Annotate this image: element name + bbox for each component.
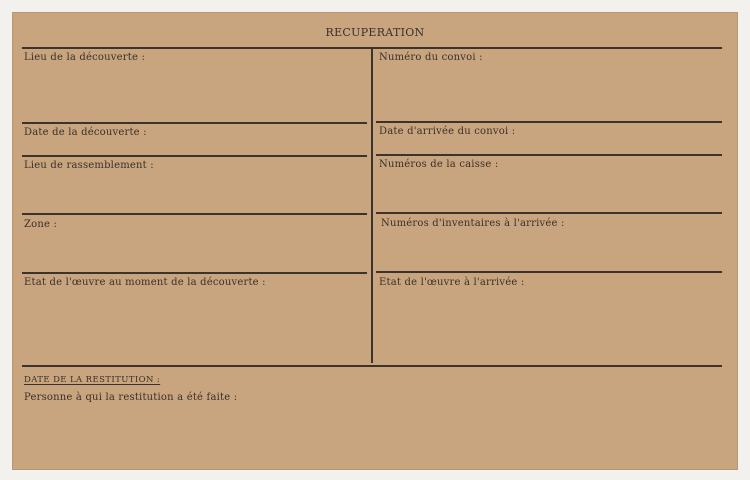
form-title: RECUPERATION [325, 26, 425, 39]
field-etat-arrivee: Etat de l'œuvre à l'arrivée : [379, 277, 525, 288]
field-lieu-rassemblement: Lieu de rassemblement : [24, 160, 154, 171]
right-rule-3 [376, 212, 722, 214]
field-numeros-caisse: Numéros de la caisse : [379, 159, 499, 170]
right-rule-1 [376, 121, 722, 123]
field-lieu-decouverte: Lieu de la découverte : [24, 52, 146, 63]
field-numeros-inventaires: Numéros d'inventaires à l'arrivée : [381, 218, 565, 229]
index-card [12, 12, 738, 470]
left-rule-2 [22, 155, 367, 157]
left-rule-3 [22, 213, 367, 215]
center-divider [371, 49, 373, 363]
bottom-rule [22, 365, 722, 367]
restitution-date-heading: DATE DE LA RESTITUTION : [24, 375, 161, 385]
field-numero-convoi: Numéro du convoi : [379, 52, 483, 63]
field-date-arrivee-convoi: Date d'arrivée du convoi : [379, 126, 516, 137]
left-rule-1 [22, 122, 367, 124]
right-rule-2 [376, 154, 722, 156]
field-date-decouverte: Date de la découverte : [24, 127, 147, 138]
right-rule-4 [376, 271, 722, 273]
field-zone: Zone : [24, 219, 58, 230]
left-rule-4 [22, 272, 367, 274]
restitution-person-field: Personne à qui la restitution a été faite : [24, 392, 238, 403]
field-etat-decouverte: Etat de l'œuvre au moment de la découverte : [24, 277, 266, 288]
